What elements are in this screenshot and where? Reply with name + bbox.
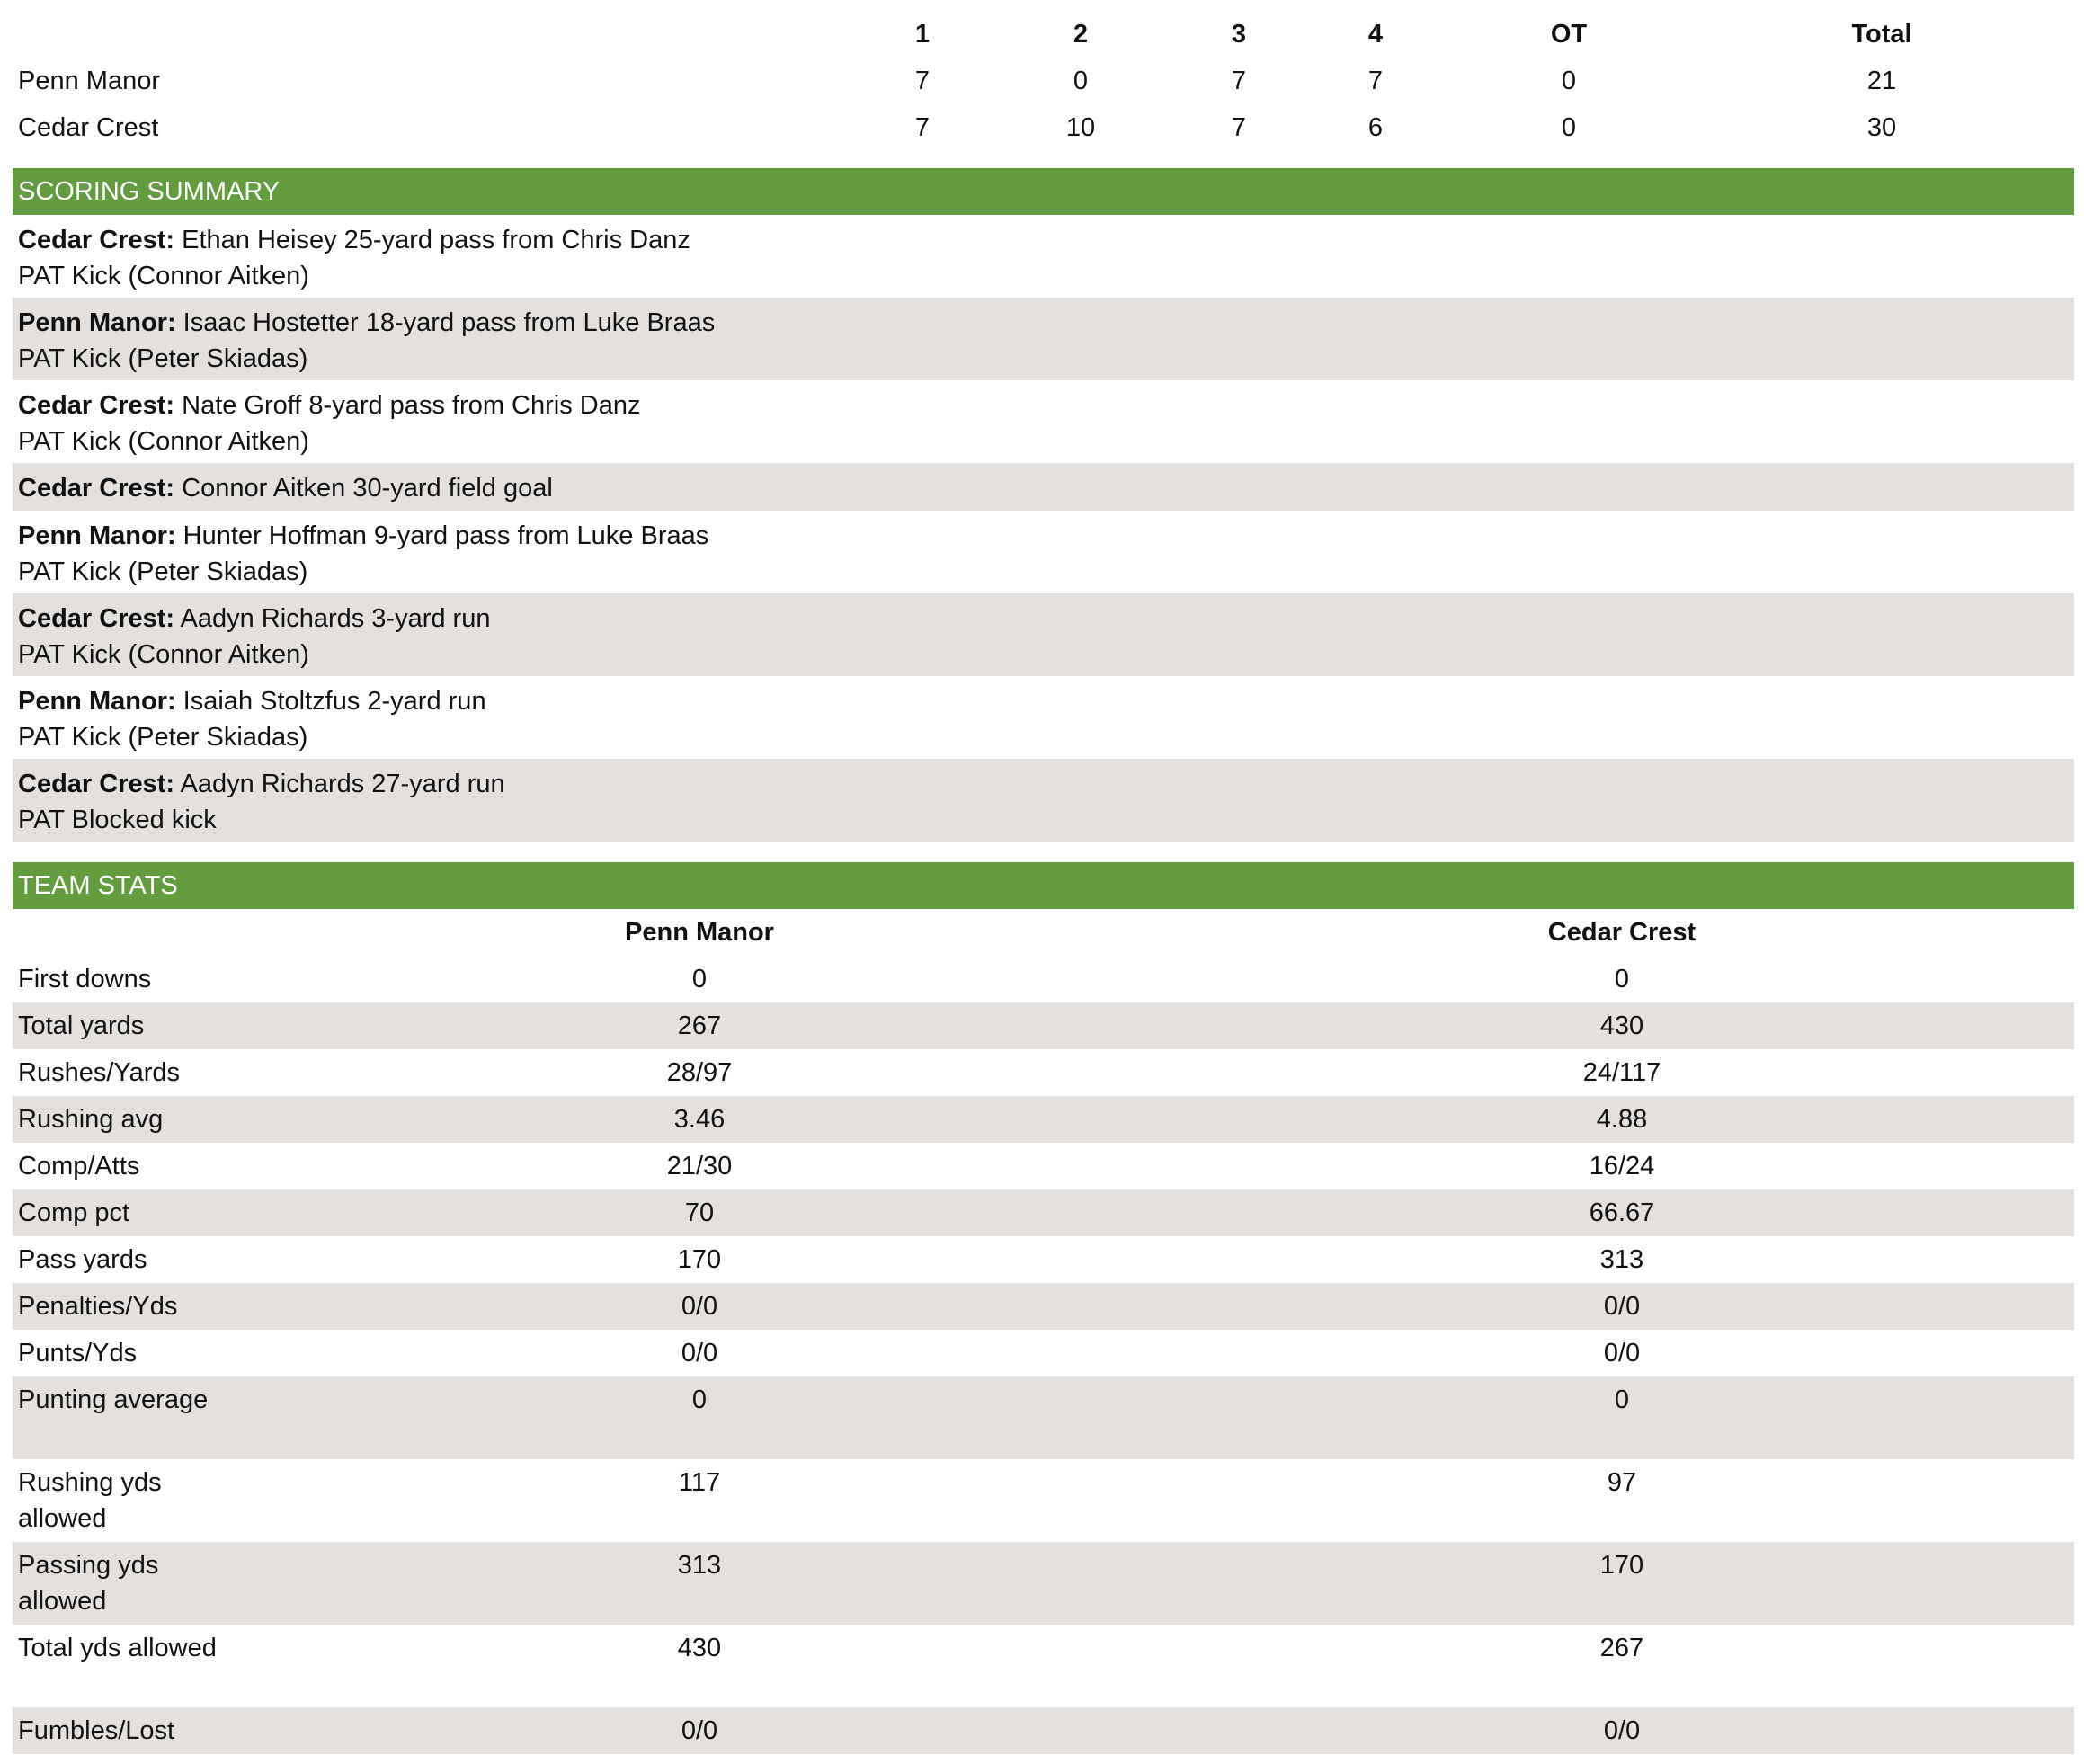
- stat-value-team-1: 0/0: [681, 1292, 718, 1321]
- scoring-pat: PAT Kick (Connor Aitken): [18, 427, 309, 456]
- stat-label: Rushes/Yards: [18, 1058, 180, 1087]
- stat-label: Punting average: [18, 1385, 209, 1414]
- scoring-pat: PAT Kick (Peter Skiadas): [18, 723, 308, 752]
- linescore-header-q1: 1: [914, 20, 931, 49]
- team-stats-table: [13, 909, 2074, 1754]
- team-stats-row: [13, 1376, 2074, 1459]
- team-stats-row: [13, 1459, 2074, 1542]
- linescore-team-name: Penn Manor: [18, 67, 160, 95]
- scoring-team: Cedar Crest:: [18, 474, 175, 503]
- stat-value-team-2: 0/0: [1603, 1716, 1641, 1745]
- team-stats-row: [13, 1143, 2074, 1189]
- scoring-pat: PAT Kick (Peter Skiadas): [18, 557, 308, 586]
- team-stats-row: [13, 1330, 2074, 1376]
- scoring-play-text: Isaac Hostetter 18-yard pass from Luke Braas: [175, 308, 716, 337]
- team-stats-row: [13, 1049, 2074, 1096]
- scoring-play-text: Aadyn Richards 27-yard run: [174, 770, 505, 798]
- linescore-score: 7: [914, 67, 931, 95]
- linescore-header-total: Total: [1851, 20, 1912, 49]
- stat-value-team-1: 70: [684, 1198, 715, 1227]
- scoring-play: [13, 593, 2074, 676]
- team-stats-header-row: [13, 909, 2074, 956]
- stat-value-team-1: 0/0: [681, 1716, 718, 1745]
- stat-label: Total yds allowed: [18, 1634, 217, 1662]
- scoring-pat: PAT Blocked kick: [18, 806, 217, 834]
- stat-value-team-1: 21/30: [666, 1152, 733, 1180]
- team-stats-team-1: Penn Manor: [625, 918, 774, 947]
- team-stats-team-2: Cedar Crest: [1547, 918, 1697, 947]
- scoring-summary-header: SCORING SUMMARY: [13, 168, 2074, 215]
- linescore-score: 7: [1231, 113, 1247, 142]
- scoring-pat: PAT Kick (Connor Aitken): [18, 640, 309, 669]
- linescore-score: 6: [1367, 113, 1384, 142]
- scoring-play-text: Ethan Heisey 25-yard pass from Chris Danz: [174, 226, 690, 254]
- scoring-play: [13, 676, 2074, 759]
- stat-value-team-2: 66.67: [1589, 1198, 1655, 1227]
- stat-label: Pass yards: [18, 1245, 147, 1274]
- team-stats-row: [13, 1002, 2074, 1049]
- stat-label: First downs: [18, 965, 152, 993]
- stat-label: Passing yds allowed: [18, 1551, 159, 1616]
- stat-value-team-2: 267: [1599, 1634, 1644, 1662]
- stat-value-team-2: 0: [1614, 1385, 1630, 1414]
- linescore-row-penn-manor: [13, 58, 2074, 104]
- linescore-row-cedar-crest: [13, 104, 2074, 151]
- scoring-summary-list: [13, 215, 2074, 842]
- stat-value-team-2: 0/0: [1603, 1292, 1641, 1321]
- stat-value-team-2: 0: [1614, 965, 1630, 993]
- stat-label: Penalties/Yds: [18, 1292, 178, 1321]
- linescore-header-q4: 4: [1367, 20, 1384, 49]
- scoring-team: Cedar Crest:: [18, 770, 175, 798]
- stat-value-team-1: 0: [691, 965, 708, 993]
- scoring-play-text: Nate Groff 8-yard pass from Chris Danz: [174, 391, 641, 420]
- stat-value-team-1: 170: [677, 1245, 722, 1274]
- stat-value-team-2: 430: [1599, 1011, 1644, 1040]
- stat-value-team-1: 0: [691, 1385, 708, 1414]
- stat-label: Punts/Yds: [18, 1339, 138, 1368]
- stat-value-team-1: 3.46: [673, 1105, 726, 1134]
- stat-value-team-1: 0/0: [681, 1339, 718, 1368]
- scoring-play: [13, 759, 2074, 842]
- scoring-play-text: Aadyn Richards 3-yard run: [174, 604, 491, 633]
- team-stats-row: [13, 956, 2074, 1002]
- scoring-team: Cedar Crest:: [18, 391, 175, 420]
- stat-value-team-1: 117: [678, 1468, 721, 1497]
- scoring-team: Penn Manor:: [18, 521, 176, 550]
- scoring-play-text: Isaiah Stoltzfus 2-yard run: [175, 687, 486, 716]
- team-stats-row: [13, 1189, 2074, 1236]
- stat-value-team-1: 28/97: [666, 1058, 733, 1087]
- stat-value-team-2: 97: [1607, 1468, 1637, 1497]
- scoring-play: [13, 298, 2074, 380]
- linescore-score: 7: [1367, 67, 1384, 95]
- scoring-pat: PAT Kick (Connor Aitken): [18, 262, 309, 290]
- stat-value-team-2: 170: [1599, 1551, 1644, 1580]
- linescore-score: 7: [914, 113, 931, 142]
- stat-label: Rushing yds allowed: [18, 1468, 162, 1533]
- linescore-header-row: [13, 11, 2074, 58]
- stat-value-team-2: 24/117: [1582, 1058, 1661, 1087]
- scoring-pat: PAT Kick (Peter Skiadas): [18, 344, 308, 373]
- linescore-score: 10: [1065, 113, 1096, 142]
- scoring-play: [13, 215, 2074, 298]
- stat-label: Rushing avg: [18, 1105, 164, 1134]
- stat-label: Fumbles/Lost: [18, 1716, 175, 1745]
- scoring-play: [13, 463, 2074, 511]
- linescore-header-ot: OT: [1550, 20, 1588, 49]
- scoring-play-text: Hunter Hoffman 9-yard pass from Luke Braas: [175, 521, 709, 550]
- stat-value-team-1: 430: [677, 1634, 722, 1662]
- stat-value-team-2: 16/24: [1589, 1152, 1655, 1180]
- team-stats-row: [13, 1096, 2074, 1143]
- stat-value-team-2: 313: [1599, 1245, 1644, 1274]
- linescore-score: 7: [1231, 67, 1247, 95]
- stat-value-team-1: 313: [677, 1551, 722, 1580]
- scoring-team: Cedar Crest:: [18, 226, 175, 254]
- stat-label: Comp/Atts: [18, 1152, 140, 1180]
- scoring-team: Cedar Crest:: [18, 604, 175, 633]
- scoring-team: Penn Manor:: [18, 687, 176, 716]
- linescore-team-name: Cedar Crest: [18, 113, 159, 142]
- stat-label: Total yards: [18, 1011, 145, 1040]
- linescore-score: 0: [1561, 113, 1577, 142]
- team-stats-row: [13, 1283, 2074, 1330]
- linescore-total: 30: [1866, 113, 1897, 142]
- linescore-table: [13, 11, 2074, 151]
- scoring-play-text: Connor Aitken 30-yard field goal: [174, 474, 553, 503]
- linescore-header-q3: 3: [1231, 20, 1247, 49]
- team-stats-header: TEAM STATS: [13, 862, 2074, 909]
- stat-value-team-2: 4.88: [1596, 1105, 1648, 1134]
- scoring-play: [13, 511, 2074, 593]
- team-stats-row: [13, 1625, 2074, 1707]
- stat-value-team-1: 267: [677, 1011, 722, 1040]
- linescore-score: 0: [1073, 67, 1089, 95]
- linescore-score: 0: [1561, 67, 1577, 95]
- team-stats-row: [13, 1707, 2074, 1754]
- stat-label: Comp pct: [18, 1198, 130, 1227]
- scoring-play: [13, 380, 2074, 463]
- stat-value-team-2: 0/0: [1603, 1339, 1641, 1368]
- linescore-header-q2: 2: [1073, 20, 1089, 49]
- linescore-total: 21: [1866, 67, 1897, 95]
- team-stats-row: [13, 1236, 2074, 1283]
- scoring-team: Penn Manor:: [18, 308, 176, 337]
- team-stats-row: [13, 1542, 2074, 1625]
